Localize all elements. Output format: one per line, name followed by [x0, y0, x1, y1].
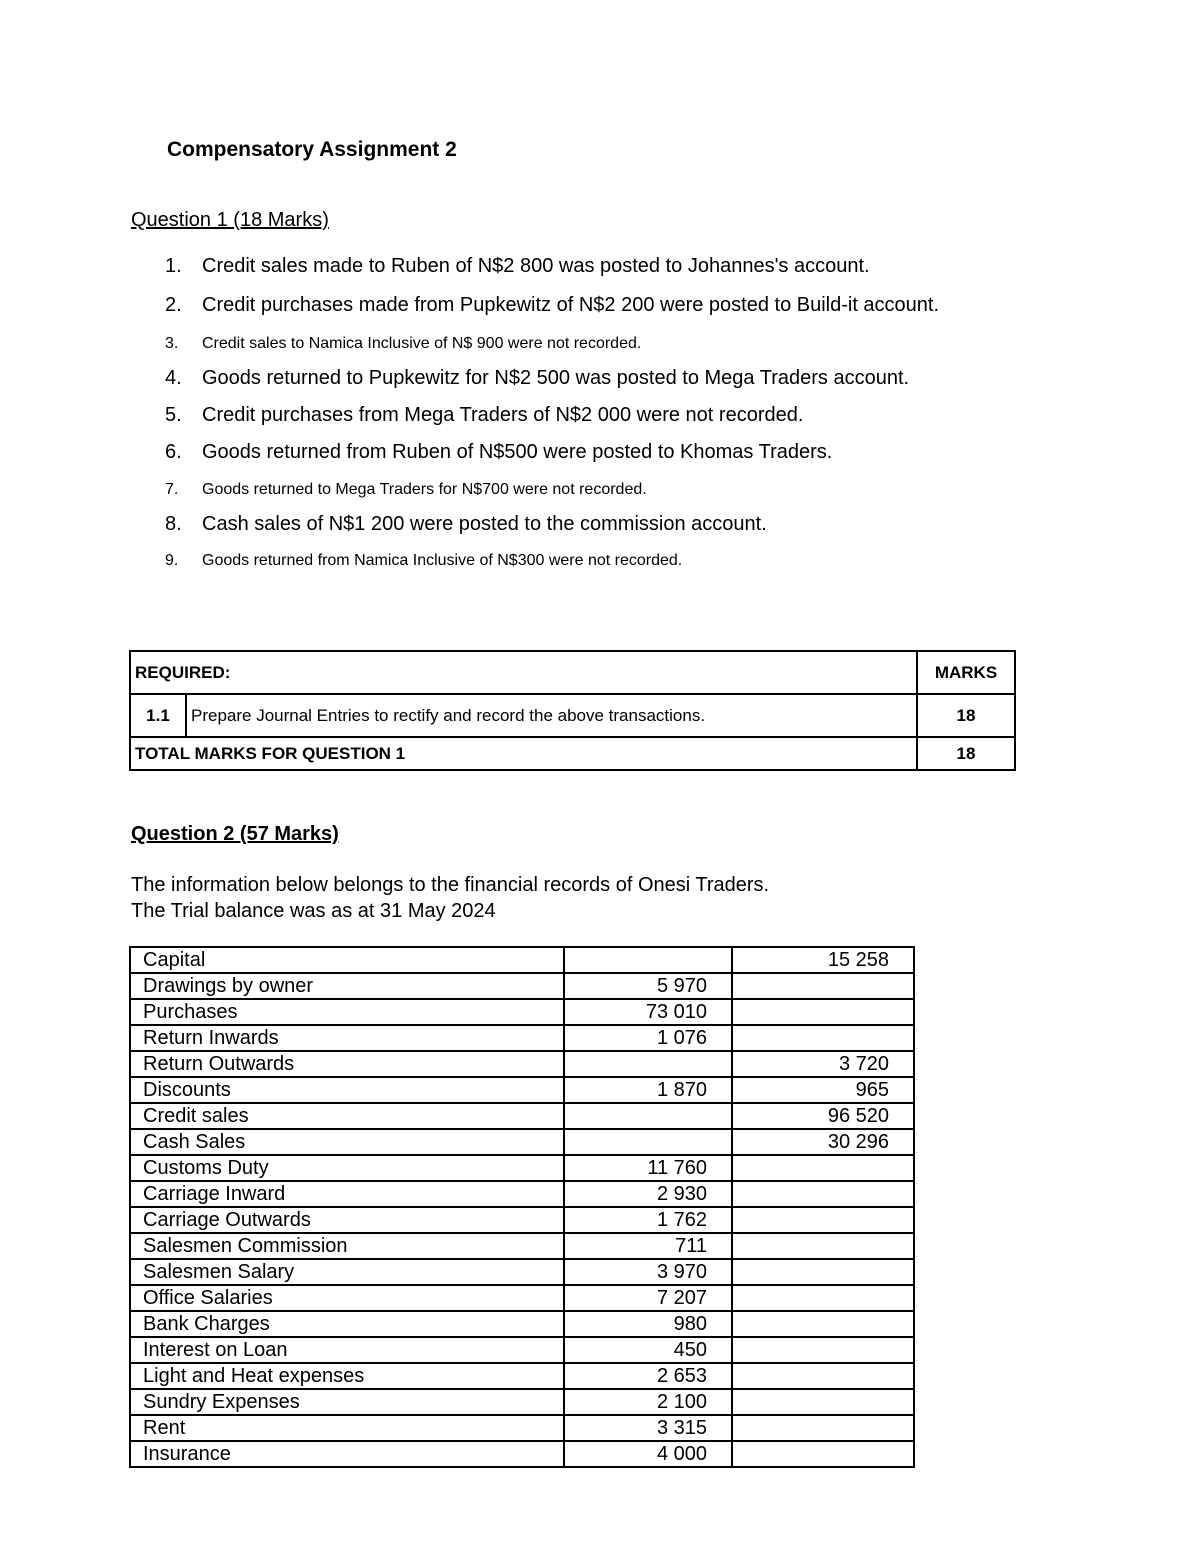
trial-balance-table: [129, 946, 915, 1468]
debit-cell: [564, 1103, 732, 1129]
account-cell: Credit sales: [130, 1103, 564, 1129]
list-item: 9. Goods returned from Namica Inclusive of N$300 were not recorded.: [165, 552, 683, 569]
list-item: 3. Credit sales to Namica Inclusive of N$ 900 were not recorded.: [165, 335, 642, 352]
credit-cell: [732, 1207, 914, 1233]
credit-cell: [732, 1233, 914, 1259]
list-item: 8. Cash sales of N$1 200 were posted to the commission account.: [165, 513, 767, 535]
account-cell: Bank Charges: [130, 1311, 564, 1337]
table-row: [130, 973, 914, 999]
list-item-text: Cash sales of N$1 200 were posted to the commission account.: [202, 513, 767, 535]
table-row: [130, 1415, 914, 1441]
table-row: [130, 1285, 914, 1311]
table-row: [130, 1155, 914, 1181]
account-cell: Insurance: [130, 1441, 564, 1467]
intro-text: The information below belongs to the financial records of Onesi Traders.: [131, 874, 770, 896]
debit-cell: 450: [564, 1337, 732, 1363]
credit-cell: [732, 1285, 914, 1311]
credit-cell: [732, 999, 914, 1025]
account-cell: Carriage Outwards: [130, 1207, 564, 1233]
list-item-text: Goods returned to Mega Traders for N$700 were not recorded.: [202, 481, 647, 498]
table-row: [130, 1389, 914, 1415]
debit-cell: 3 315: [564, 1415, 732, 1441]
debit-cell: 1 076: [564, 1025, 732, 1051]
table-row: [130, 651, 1015, 694]
credit-cell: 96 520: [732, 1103, 914, 1129]
debit-cell: 5 970: [564, 973, 732, 999]
account-cell: Rent: [130, 1415, 564, 1441]
credit-cell: [732, 1181, 914, 1207]
credit-cell: [732, 1415, 914, 1441]
credit-cell: [732, 1155, 914, 1181]
account-cell: Capital: [130, 947, 564, 973]
debit-cell: 4 000: [564, 1441, 732, 1467]
debit-cell: 980: [564, 1311, 732, 1337]
credit-cell: 965: [732, 1077, 914, 1103]
debit-cell: 2 930: [564, 1181, 732, 1207]
list-item: 4. Goods returned to Pupkewitz for N$2 500 was posted to Mega Traders account.: [165, 367, 910, 389]
credit-cell: 3 720: [732, 1051, 914, 1077]
question-1-heading: Question 1 (18 Marks): [131, 209, 329, 231]
total-marks: 18: [917, 737, 1015, 770]
account-cell: Discounts: [130, 1077, 564, 1103]
table-row: [130, 947, 914, 973]
debit-cell: 7 207: [564, 1285, 732, 1311]
account-cell: Customs Duty: [130, 1155, 564, 1181]
debit-cell: 2 100: [564, 1389, 732, 1415]
list-item-text: Credit sales to Namica Inclusive of N$ 900 were not recorded.: [202, 335, 642, 352]
required-table: [129, 650, 1016, 771]
credit-cell: 15 258: [732, 947, 914, 973]
credit-cell: [732, 1025, 914, 1051]
account-cell: Office Salaries: [130, 1285, 564, 1311]
list-item: 6. Goods returned from Ruben of N$500 were posted to Khomas Traders.: [165, 441, 833, 463]
account-cell: Sundry Expenses: [130, 1389, 564, 1415]
account-cell: Salesmen Salary: [130, 1259, 564, 1285]
list-item-text: Credit purchases from Mega Traders of N$2 000 were not recorded.: [202, 404, 804, 426]
table-row: [130, 737, 1015, 770]
table-row: [130, 1259, 914, 1285]
debit-cell: 11 760: [564, 1155, 732, 1181]
debit-cell: 1 762: [564, 1207, 732, 1233]
document-title: Compensatory Assignment 2: [167, 138, 457, 161]
table-row: [130, 694, 1015, 737]
account-cell: Carriage Inward: [130, 1181, 564, 1207]
debit-cell: 711: [564, 1233, 732, 1259]
credit-cell: [732, 1337, 914, 1363]
table-row: [130, 999, 914, 1025]
table-row: [130, 1051, 914, 1077]
list-item: 7. Goods returned to Mega Traders for N$700 were not recorded.: [165, 481, 647, 498]
debit-cell: [564, 1051, 732, 1077]
table-row: [130, 1077, 914, 1103]
debit-cell: 2 653: [564, 1363, 732, 1389]
required-header: REQUIRED:: [130, 651, 917, 694]
account-cell: Salesmen Commission: [130, 1233, 564, 1259]
table-row: [130, 1441, 914, 1467]
account-cell: Purchases: [130, 999, 564, 1025]
task-text: Prepare Journal Entries to rectify and record the above transactions.: [186, 694, 917, 737]
debit-cell: 1 870: [564, 1077, 732, 1103]
debit-cell: 73 010: [564, 999, 732, 1025]
list-item-text: Credit sales made to Ruben of N$2 800 was posted to Johannes's account.: [202, 255, 870, 277]
intro-text-date: The Trial balance was as at 31 May 2024: [131, 900, 496, 922]
table-row: [130, 1025, 914, 1051]
question-2-heading: Question 2 (57 Marks): [131, 823, 339, 845]
account-cell: Return Inwards: [130, 1025, 564, 1051]
task-number: 1.1: [130, 694, 186, 737]
table-row: [130, 1181, 914, 1207]
table-row: [130, 1103, 914, 1129]
credit-cell: [732, 973, 914, 999]
table-row: [130, 1337, 914, 1363]
table-row: [130, 1233, 914, 1259]
credit-cell: [732, 1363, 914, 1389]
list-item: 5. Credit purchases from Mega Traders of N$2 000 were not recorded.: [165, 404, 804, 426]
account-cell: Return Outwards: [130, 1051, 564, 1077]
credit-cell: [732, 1259, 914, 1285]
debit-cell: [564, 947, 732, 973]
list-item-text: Goods returned to Pupkewitz for N$2 500 was posted to Mega Traders account.: [202, 367, 910, 389]
list-item-text: Goods returned from Namica Inclusive of N$300 were not recorded.: [202, 552, 683, 569]
list-item: 2. Credit purchases made from Pupkewitz of N$2 200 were posted to Build-it account.: [165, 294, 940, 316]
credit-cell: 30 296: [732, 1129, 914, 1155]
debit-cell: [564, 1129, 732, 1155]
task-marks: 18: [917, 694, 1015, 737]
account-cell: Light and Heat expenses: [130, 1363, 564, 1389]
table-row: [130, 1311, 914, 1337]
list-item-text: Credit purchases made from Pupkewitz of N$2 200 were posted to Build-it account.: [202, 294, 940, 316]
account-cell: Cash Sales: [130, 1129, 564, 1155]
credit-cell: [732, 1389, 914, 1415]
table-row: [130, 1207, 914, 1233]
marks-header: MARKS: [917, 651, 1015, 694]
list-item-text: Goods returned from Ruben of N$500 were posted to Khomas Traders.: [202, 441, 833, 463]
account-cell: Interest on Loan: [130, 1337, 564, 1363]
table-row: [130, 1363, 914, 1389]
list-item: 1. Credit sales made to Ruben of N$2 800 was posted to Johannes's account.: [165, 255, 870, 277]
credit-cell: [732, 1311, 914, 1337]
table-row: [130, 1129, 914, 1155]
total-label: TOTAL MARKS FOR QUESTION 1: [130, 737, 917, 770]
account-cell: Drawings by owner: [130, 973, 564, 999]
debit-cell: 3 970: [564, 1259, 732, 1285]
credit-cell: [732, 1441, 914, 1467]
